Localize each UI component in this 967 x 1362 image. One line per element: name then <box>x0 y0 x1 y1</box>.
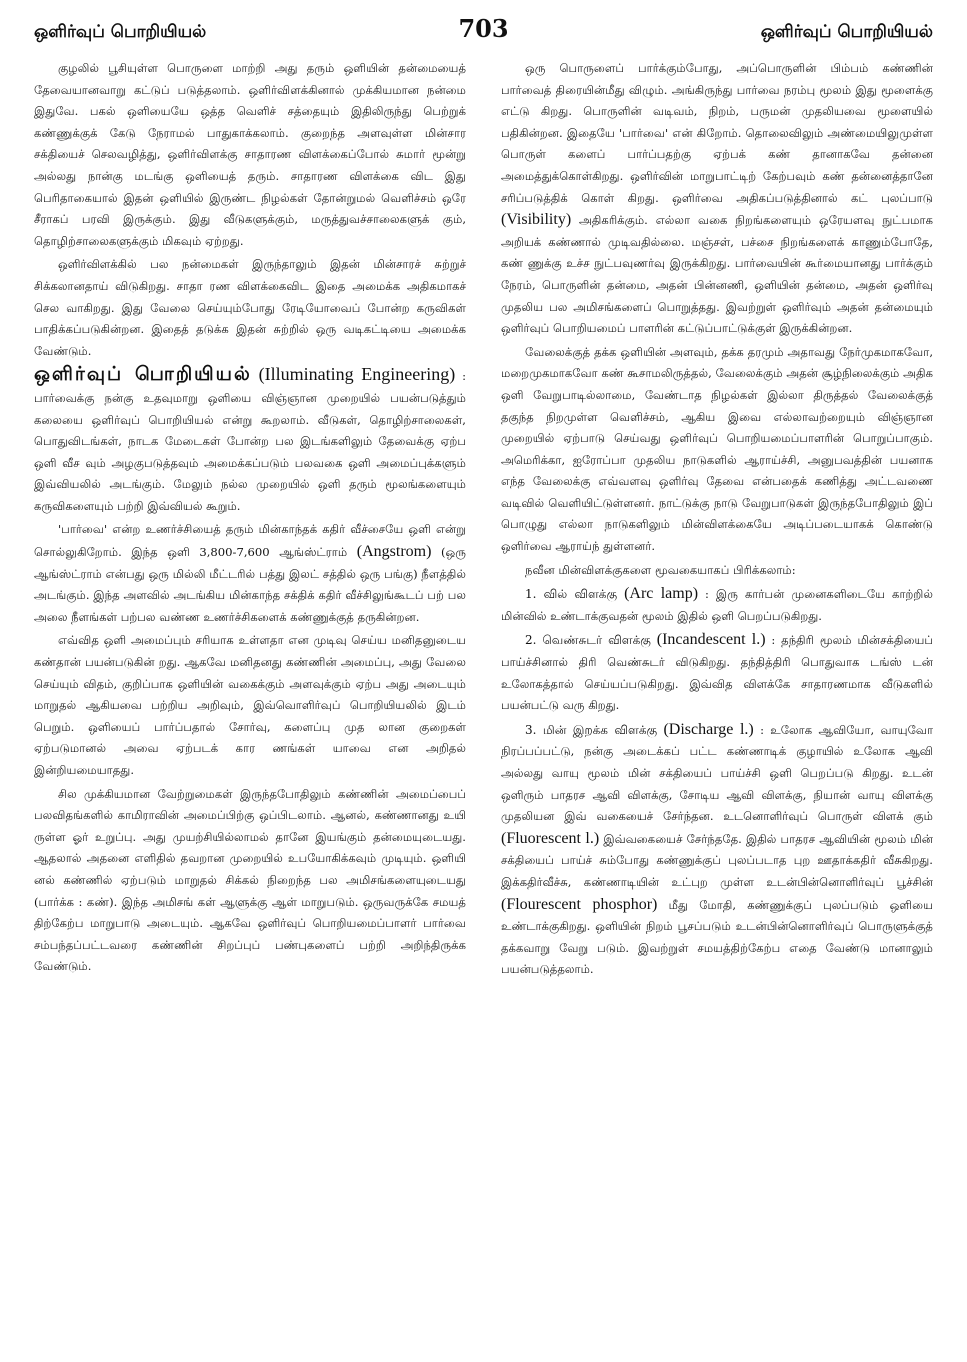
latin-term: (Arc lamp) <box>624 585 699 603</box>
right-column <box>501 58 933 983</box>
paragraph: நவீன மின்விளக்குகளை மூவகையாகப் பிரிக்கலாம்: <box>525 562 796 577</box>
latin-term: (Angstrom) <box>356 543 432 561</box>
latin-term: (Visibility) <box>501 211 572 229</box>
paragraph: வேலைக்குத் தக்க ஒளியின் அளவும், தக்க தரமும் அதாவது நேர்முகமாகவோ, மறைமுகமாகவோ கண் கூசாமலிருத்தல், வேலைக்கும் அதன் சூழ்நிலைக்கும் அதிக ஒளி வேறுபாடில்லாமை, வேண்டாத நிழல்கள் இல்லா திருத்தல் வேலைக்குத் தகுந்த நிறமுள்ள வெளிச்சம், ஆகிய இவை எல்லாவற்றையும் விஞ்ஞான முறையில் ஏற்பாடு செய்வது ஒளிர்வுப் பொறியமைப்பாளரின் பொறுப்பாகும். அமெரிக்கா, ஐரோப்பா முதலிய நாடுகளில் ஆராய்ச்சி, அனுபவத்தின் பயனாக எந்த வேலைக்கு எவ்வளவு ஒளிர்வு தேவை என்பதைக் கணித்து அட்டவணை வடிவில் வெளியிட்டுள்ளனர். நாட்டுக்கு நாடு வேறுபாடுகள் இருந்தபோதிலும் இப் பொழுது எல்லா நாடுகளிலும் மின்விளக்கையே அடிப்படையாகக் கொண்டு ஒளிர்வை ஆராய்ந் துள்ளனர். <box>501 344 933 554</box>
item-body: : உலோக ஆவியோ, வாயுவோ நிரப்பப்பட்டு, நன்கு அடைக்கப் பட்ட கண்ணாடிக் குழாயில் உலோக ஆவி அல்லது வாயு மூலம் மின் சக்தியைப் பாய்ச்சி ஒளி பெறப்படு கிறது. உடன் ஒளிரும் பாதரச ஆவி விளக்கு, சோடிய ஆவி விளக்கு, நியான் வாயு விளக்கு முதலியன இவ் வகையைச் சேர்ந்தன. உடனொளிர்வுப் பொருள் விளக் கும் <box>501 722 933 824</box>
latin-term: (Incandescent l.) <box>656 631 766 649</box>
text-columns <box>34 58 933 983</box>
latin-term: (Flourescent phosphor) <box>501 895 658 913</box>
entry-paragraph <box>34 364 466 517</box>
left-column <box>34 58 466 983</box>
paragraph: குழலில் பூசியுள்ள பொருளை மாற்றி அது தரும் ஒளியின் தன்மையைத் தேவையானவாறு கட்டுப் படுத்தலாம். ஒளிர்விளக்கினால் முக்கியமான நன்மை இதுவே. பகல் ஒளியையே ஒத்த வெளிச் சத்தையும் இதிலிருந்து பெற்றுக் கண்ணுக்குக் கேடு நேராமல் பாதுகாக்கலாம். குறைந்த அளவுள்ள மின்சார சக்தியைச் செலவழித்து, ஒளிர்விளக்கு சாதாரண விளக்கைப்போல் சுமார் மூன்று அல்லது நான்கு மடங்கு ஒளியைத் தரும். சாதாரண விளக்கை விட இது பெரிதாகையால் இதன் ஒளியில் இருண்ட நிழல்கள் தோன்றுமல் வெளிச்சம் ஒரே சீராகப் பரவி இருக்கும். இது வீடுகளுக்கும், மருத்துவச்சாலைகளுக் கும், தொழிற்சாலைகளுக்கும் மிகவும் ஏற்றது. <box>34 61 466 248</box>
latin-term: (Discharge l.) <box>663 720 754 738</box>
running-title-right: ஒளிர்வுப் பொறியியல் <box>760 22 933 42</box>
paragraph: சில முக்கியமான வேற்றுமைகள் இருந்தபோதிலும் கண்ணின் அமைப்பைப் பலவிதங்களில் காமிராவின் அமைப்பிற்கு ஒப்பிடலாம். ஆனல், கண்ணானது உயி ருள்ள ஓர் உறுப்பு. அது முயற்சியில்லாமல் தானே இயங்கும் தன்மையுடையது. ஆதலால் அதனை எளிதில் தவறான முறையில் உபயோகிக்கவும் முடியும். ஒளியி னல் கண்ணில் ஏற்படும் மாறுதல் சிக்கல் நிறைந்த பல அமிசங்களையுடையது (பார்க்க : கண்). இந்த அமிசங் கள் ஆளுக்கு ஆள் மாறுபடும். ஒருவருக்கே சமயத் திற்கேற்ப மாறுபாடு அடையும். ஆகவே ஒளிர்வுப் பொறியமைப்பாளர் பார்வை சம்பந்தப்பட்டவரை கண்ணின் சிறப்புப் பண்புகளைப் பற்றி அறிந்திருக்க வேண்டும். <box>34 786 466 974</box>
item-body: இவ்வகையைச் சேர்ந்ததே. இதில் பாதரச ஆவியின் மூலம் மின் சக்தியைப் பாய்ச் சும்போது கண்ணுக்குப் புலப்படாத புற ஊதாக்கதிர் வீசுகிறது. இக்கதிர்வீச்சு, கண்ணாடியின் உட்புற முள்ள உடன்பின்னொளிர்வுப் பூச்சின் <box>501 831 934 889</box>
entry-heading-latin: (Illuminating Engineering) <box>258 364 456 385</box>
list-item <box>501 719 933 981</box>
page-header <box>34 14 933 58</box>
paragraph-text: 'பார்வை' என்ற உணர்ச்சியைத் தரும் மின்காந்தக் கதிர் வீச்சையே ஒளி என்று சொல்லுகிறோம். இந்த ஒளி 3,800-7,600 ஆங்ஸ்ட்ராம் <box>34 522 466 560</box>
paragraph-text: (ஒரு ஆங்ஸ்ட்ராம் என்பது ஒரு மில்லி மீட்டரில் பத்து இலட் சத்தில் ஒரு பங்கு) நீளத்தில் அடங்கும். இந்த அளவில் அடங்கிய மின்காந்த சக்திக் கதிர் வீச்சிலுங்கூடப் பற் பல அலை நீளங்கள் பற்பல வண்ண உணர்ச்சிகளைக் கண்ணுக்குத் தருகின்றன. <box>34 545 467 624</box>
list-item <box>501 583 933 627</box>
item-body: : தந்திரி மூலம் மின்சக்தியைப் பாய்ச்சினால் திரி வெண்சுடர் விடுகிறது. தந்தித்திரி பொதுவாக டங்ஸ் டன் உலோகத்தால் செய்யப்படுகிறது. இவ்வித விளக்கே சாதாரணமாக வீடுகளில் பயன்பட்டு வரு கிறது. <box>501 633 934 713</box>
list-item <box>501 629 933 716</box>
paragraph-text: ஒரு பொருளைப் பார்க்கும்போது, அப்பொருளின் பிம்பம் கண்ணின் பார்வைத் திரையின்மீது விழும். அங்கிருந்து பார்வை நரம்பு மூலம் இது மூளைக்கு எட்டு கிறது. பொருளின் வடிவம், நிறம், பருமன் முதலியவை மூளையில் பதிகின்றன. இதையே 'பார்வை' என் கிறோம். தொலைவிலும் அண்மையிலுமுள்ள பொருள் களைப் பார்ப்பதற்கு ஏற்பக் கண் தானாகவே தன்னை அமைத்துக்கொள்கிறது. ஒளிர்வின் மாறுபாட்டிற் கேற்பவும் கண் தன்னைத்தானே சரிப்படுத்திக் கொள் கிறது. ஒளிர்வை அதிகப்படுத்தினால் கட் புலப்பாடு <box>501 61 933 205</box>
item-body: : இரு கார்பன் முனைகளிடையே காற்றில் மின்வில் உண்டாக்குவதன் மூலம் இதில் ஒளி பெறப்படுகிறது. <box>501 587 933 623</box>
paragraph: எவ்வித ஒளி அமைப்பும் சரியாக உள்ளதா என முடிவு செய்ய மனிதனுடைய கண்தான் பயன்படுகின் றது. ஆகவே மனிதனது கண்ணின் அமைப்பு, அது வேலை செய்யும் விதம், குறிப்பாக ஒளியின் வகைக்கும் அளவுக்கும் ஏற்ப அது அடையும் மாறுதல் ஆகியவை பற்றிய அறிவும், இவ்வொளிர்வுப் பொறியியலில் இடம் பெறும். ஒளியைப் பார்ப்பதால் சோர்வு, களைப்பு முத லான குறைகள் ஏற்படுமானல் அவை ஏற்படக் கார ணங்கள் யாவை என அறிதல் இன்றியமையாதது. <box>34 633 466 777</box>
running-title-left: ஒளிர்வுப் பொறியியல் <box>34 22 207 42</box>
paragraph: ஒளிர்விளக்கில் பல நன்மைகள் இருந்தாலும் இதன் மின்சாரச் சுற்றுச் சிக்கலானதாய் விடுகிறது. சாதா ரண விளக்கைவிட இதை அமைக்க அதிகமாகச் செல வாகிறது. இது வேலை செய்யும்போது ரேடியோவைப் போன்ற கருவிகள் பாதிக்கப்படுகின்றன. இதைத் தடுக்க இதன் சுற்றில் ஒரு வடிகட்டியை அமைக்க வேண்டும். <box>34 257 466 358</box>
item-label: 2. வெண்சுடர் விளக்கு <box>525 633 651 648</box>
item-label: 3. மின் இறக்க விளக்கு <box>525 722 658 737</box>
paragraph-text: அதிகரிக்கும். எல்லா வகை நிறங்களையும் ஒரேயளவு நுட்பமாக அறியக் கண்ணால் முடிவதில்லை. மஞ்சள், பச்சை நிறங்களைக் காணும்போதே, கண் ணுக்கு உச்ச நுட்பவுணர்வு இருக்கிறது. பார்வையின் கூர்மையானது பார்க்கும் நேரம், பொருளின் தன்மை, அதன் பின்னணி, ஒளியின் தன்மை, அதன் ஒளிர்வு முதலிய பல அமிசங்களைப் பொறுத்தது. இவற்றுள் ஒளிர்வும் அதன் தன்மையும் ஒளிர்வுப் பொறியமைப் பாளரின் கட்டுப்பாட்டுக்குள் இருக்கின்றன. <box>501 213 933 336</box>
item-body: மீது மோதி, கண்ணுக்குப் புலப்படும் ஒளியை உண்டாக்குகிறது. ஒளியின் நிறம் பூசப்படும் உடன்பின்னொளிர்வுப் பொருளுக்குத் தக்கவாறு வேறு படும். இவற்றுள் சமயத்திற்கேற்ப எதை வேண்டு மானாலும் பயன்படுத்தலாம். <box>501 897 934 977</box>
page-number: 703 <box>458 14 509 43</box>
entry-heading: ஒளிர்வுப் பொறியியல் <box>34 363 252 386</box>
paragraph <box>501 58 933 340</box>
paragraph <box>34 519 466 628</box>
latin-term: (Fluorescent l.) <box>501 829 600 847</box>
item-label: 1. வில் விளக்கு <box>525 587 618 602</box>
entry-body: : பார்வைக்கு நன்கு உதவுமாறு ஒளியை விஞ்ஞான முறையில் பயன்படுத்தும் கலையை ஒளிர்வுப் பொறியியல் என்று கூறலாம். வீடுகள், தொழிற்சாலைகள், பொதுவிடங்கள், நாடக மேடைகள் போன்ற பல இடங்களிலும் தேவைக்கு ஏற்ப ஒளி வீச வும் அழகுபடுத்தவும் அமைக்கப்படும் பலவகை ஒளி அமைப்புக்களும் இவ்வியலில் அடங்கும். மேலும் நல்ல முறையில் ஒளி தரும் மூலங்களையும் கருவிகளையும் பற்றி இவ்வியல் கூறும். <box>34 369 467 513</box>
